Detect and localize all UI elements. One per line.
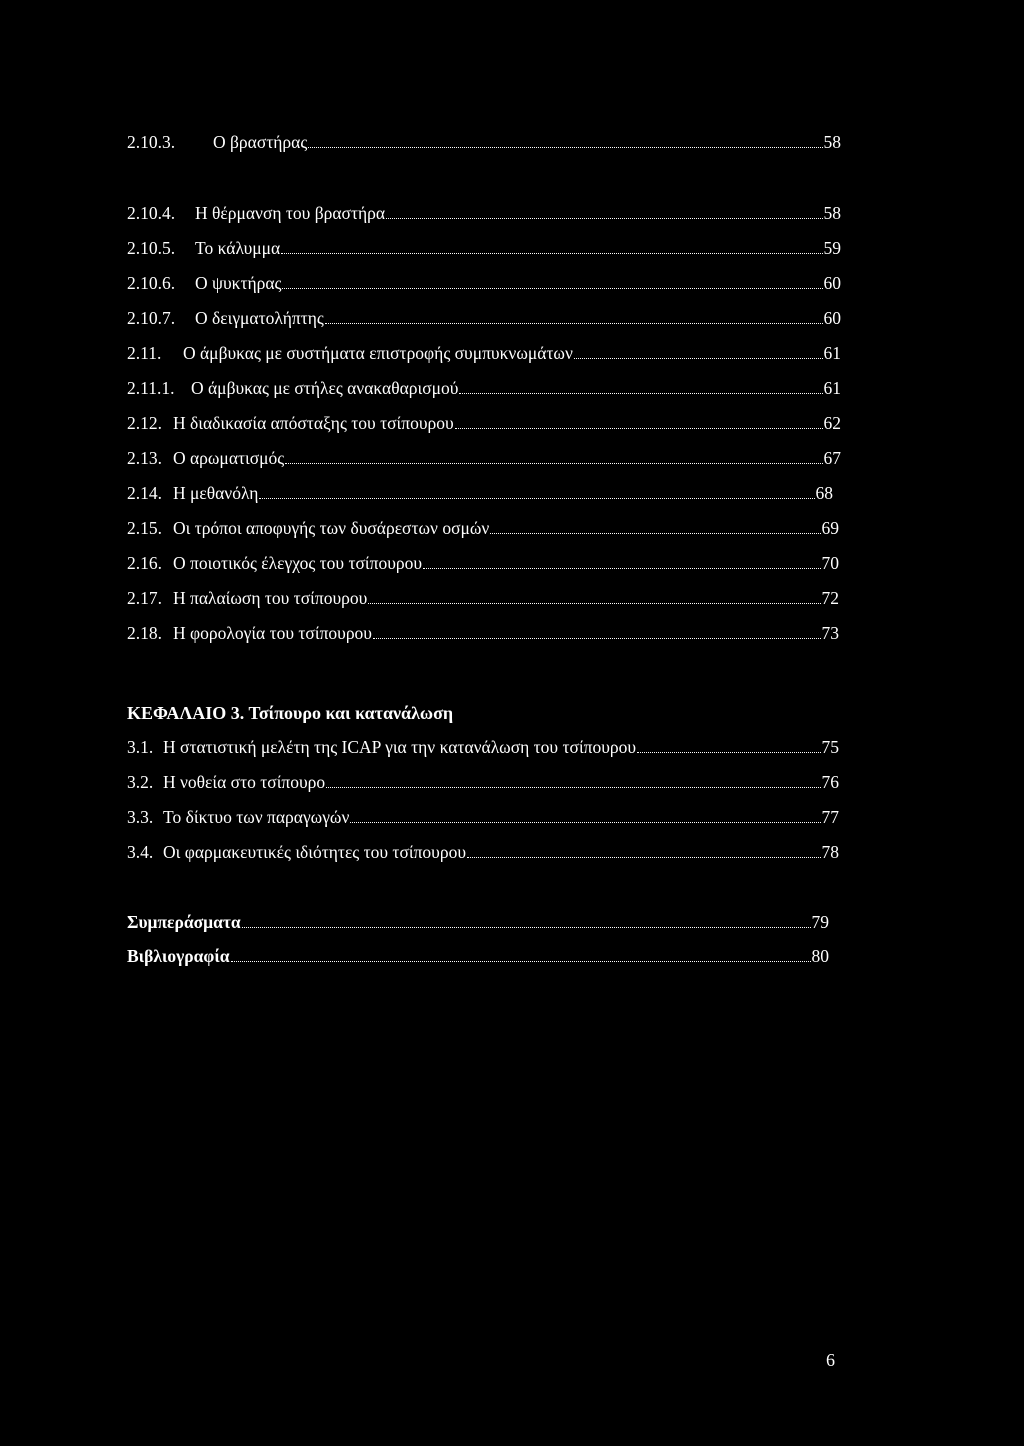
- toc-entry-2-16[interactable]: [127, 551, 839, 575]
- dot-leader: [459, 376, 822, 394]
- toc-entry-page: 80: [811, 946, 829, 966]
- toc-entry-page: 72: [821, 588, 839, 608]
- toc-entry-number: 2.10.5.: [127, 238, 176, 258]
- toc-entry-page: 61: [823, 343, 841, 363]
- toc-entry-title: Η στατιστική μελέτη της ICAP για την κατανάλωση του τσίπουρου: [163, 737, 637, 757]
- toc-entry-title: Η μεθανόλη: [173, 483, 259, 503]
- toc-entry-2-14[interactable]: [127, 481, 833, 505]
- toc-entry-2-10-4[interactable]: [127, 201, 841, 225]
- toc-entry-3-2[interactable]: [127, 770, 839, 794]
- toc-entry-3-3[interactable]: [127, 805, 839, 829]
- dot-leader: [259, 481, 814, 499]
- chapter-3-heading: ΚΕΦΑΛΑΙΟ 3. Τσίπουρο και κατανάλωση: [127, 703, 454, 723]
- toc-entry-number: 3.3.: [127, 807, 154, 827]
- toc-entry-2-17[interactable]: [127, 586, 839, 610]
- dot-leader: [282, 271, 822, 289]
- toc-entry-title: Ο άμβυκας με στήλες ανακαθαρισμού: [191, 378, 459, 398]
- dot-leader: [574, 341, 823, 359]
- toc-entry-number: 2.13.: [127, 448, 162, 468]
- dot-leader: [281, 236, 822, 254]
- toc-entry-title: Η θέρμανση του βραστήρα: [195, 203, 386, 223]
- dot-leader: [285, 446, 822, 464]
- toc-entry-page: 79: [811, 912, 829, 932]
- toc-entry-title: Η παλαίωση του τσίπουρου: [173, 588, 368, 608]
- toc-entry-title: Ο ψυκτήρας: [195, 273, 282, 293]
- toc-entry-page: 58: [823, 132, 841, 152]
- toc-entry-2-11[interactable]: [127, 341, 841, 365]
- dot-leader: [231, 944, 811, 962]
- toc-entry-page: 75: [821, 737, 839, 757]
- dot-leader: [308, 130, 822, 148]
- dot-leader: [386, 201, 822, 219]
- dot-leader: [455, 411, 823, 429]
- toc-entry-number: 2.14.: [127, 483, 162, 503]
- toc-entry-title: Ο άμβυκας με συστήματα επιστροφής συμπυκνωμάτων: [183, 343, 573, 363]
- toc-entry-number: 2.17.: [127, 588, 162, 608]
- toc-entry-number: 2.11.: [127, 343, 162, 363]
- toc-entry-page: 70: [821, 553, 839, 573]
- toc-entry-page: 77: [821, 807, 839, 827]
- toc-entry-page: 67: [823, 448, 841, 468]
- dot-leader: [423, 551, 820, 569]
- toc-entry-page: 60: [823, 273, 841, 293]
- toc-entry-2-10-5[interactable]: [127, 236, 841, 260]
- toc-entry-2-10-3[interactable]: [127, 130, 841, 154]
- page-number: 6: [826, 1350, 835, 1370]
- toc-entry-number: 2.11.1.: [127, 378, 175, 398]
- toc-entry-2-10-7[interactable]: [127, 306, 841, 330]
- toc-entry-title: Οι τρόποι αποφυγής των δυσάρεστων οσμών: [173, 518, 490, 538]
- toc-entry-conclusions[interactable]: [127, 910, 829, 934]
- dot-leader: [325, 306, 823, 324]
- toc-entry-number: 2.18.: [127, 623, 162, 643]
- toc-entry-2-18[interactable]: [127, 621, 839, 645]
- toc-entry-number: 2.10.3.: [127, 132, 176, 152]
- toc-entry-number: 3.2.: [127, 772, 154, 792]
- toc-entry-title: Το δίκτυο των παραγωγών: [163, 807, 350, 827]
- toc-entry-title: Ο βραστήρας: [213, 132, 308, 152]
- toc-entry-title: Ο αρωματισμός: [173, 448, 285, 468]
- toc-entry-title: Η νοθεία στο τσίπουρο: [163, 772, 326, 792]
- toc-entry-number: 3.1.: [127, 737, 154, 757]
- toc-entry-title: Η διαδικασία απόσταξης του τσίπουρου: [173, 413, 454, 433]
- dot-leader: [368, 586, 820, 604]
- toc-entry-2-10-6[interactable]: [127, 271, 841, 295]
- toc-entry-page: 76: [821, 772, 839, 792]
- dot-leader: [373, 621, 821, 639]
- toc-entry-title: Η φορολογία του τσίπουρου: [173, 623, 372, 643]
- dot-leader: [350, 805, 820, 823]
- toc-entry-number: 2.10.6.: [127, 273, 176, 293]
- toc-entry-3-1[interactable]: [127, 735, 839, 759]
- toc-entry-2-12[interactable]: [127, 411, 841, 435]
- toc-entry-page: 73: [821, 623, 839, 643]
- toc-entry-number: 2.12.: [127, 413, 162, 433]
- toc-entry-page: 68: [815, 483, 833, 503]
- dot-leader: [490, 516, 820, 534]
- toc-entry-title: Το κάλυμμα: [195, 238, 281, 258]
- toc-entry-title: Συμπεράσματα: [127, 912, 241, 932]
- toc-entry-3-4[interactable]: [127, 840, 839, 864]
- toc-entry-title: Ο δειγματολήπτης: [195, 308, 324, 328]
- toc-entry-number: 3.4.: [127, 842, 154, 862]
- toc-entry-page: 69: [821, 518, 839, 538]
- dot-leader: [637, 735, 820, 753]
- toc-entry-bibliography[interactable]: [127, 944, 829, 968]
- toc-entry-page: 62: [823, 413, 841, 433]
- toc-entry-2-13[interactable]: [127, 446, 841, 470]
- toc-entry-page: 78: [821, 842, 839, 862]
- toc-entry-title: Βιβλιογραφία: [127, 946, 230, 966]
- toc-entry-page: 58: [823, 203, 841, 223]
- toc-entry-number: 2.16.: [127, 553, 162, 573]
- toc-entry-page: 60: [823, 308, 841, 328]
- toc-entry-page: 61: [823, 378, 841, 398]
- toc-entry-number: 2.15.: [127, 518, 162, 538]
- dot-leader: [467, 840, 821, 858]
- toc-entry-number: 2.10.4.: [127, 203, 176, 223]
- toc-entry-2-15[interactable]: [127, 516, 839, 540]
- dot-leader: [242, 910, 811, 928]
- toc-entry-2-11-1[interactable]: [127, 376, 841, 400]
- toc-entry-title: Ο ποιοτικός έλεγχος του τσίπουρου: [173, 553, 423, 573]
- toc-entry-number: 2.10.7.: [127, 308, 176, 328]
- dot-leader: [326, 770, 820, 788]
- toc-entry-page: 59: [823, 238, 841, 258]
- toc-entry-title: Οι φαρμακευτικές ιδιότητες του τσίπουρου: [163, 842, 466, 862]
